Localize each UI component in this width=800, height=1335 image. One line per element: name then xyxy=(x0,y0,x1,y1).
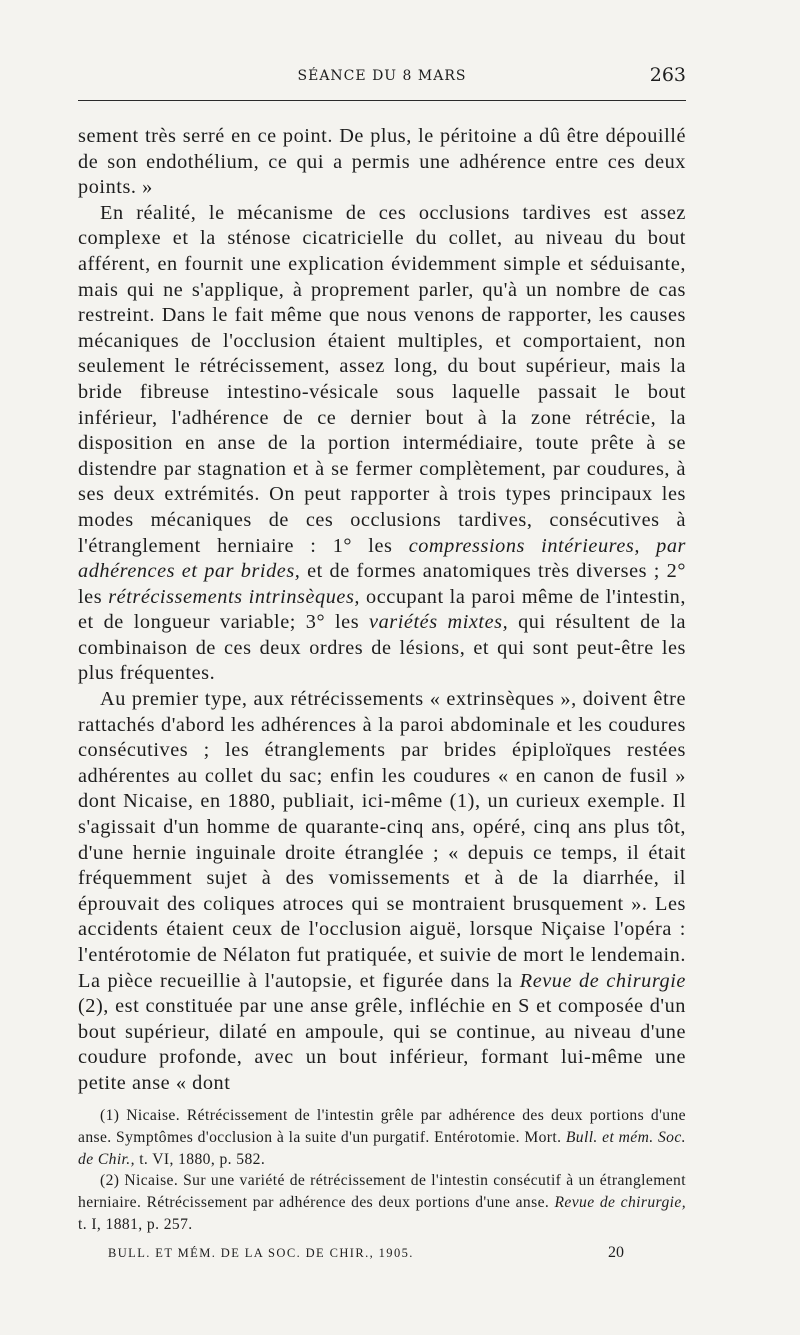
journal-reference: BULL. ET MÉM. DE LA SOC. DE CHIR., 1905. xyxy=(108,1246,414,1260)
running-title: SÉANCE DU 8 MARS xyxy=(297,68,467,84)
running-header xyxy=(78,64,686,90)
main-text xyxy=(78,124,686,1097)
paragraph: En réalité, le mécanisme de ces occlusions tardives est assez complexe et la sténose cicatricielle du collet, au niveau du bout afférent, en fournit une explication évidemment simple et séduisante, mais qui ne s'applique, à proprement parler, qu'à un nombre de cas restreint. Dans le fait même que nous venons de rapporter, les causes mécaniques de l'occlusion étaient multiples, et comportaient, non seulement le rétrécissement, assez long, du bout supérieur, mais la bride fibreuse intestino-vésicale sous laquelle passait le bout inférieur, l'adhérence de ce dernier bout à la zone rétrécie, la disposition en anse de la portion intermédiaire, toute prête à se distendre par stagnation et à se fermer complètement, par coudures, à ses deux extrémités. On peut rapporter à trois types principaux les modes mécaniques de ces occlusions tardives, consécutives à l'étranglement herniaire : 1° les compressions intérieures, par adhérences et par brides, et de formes anatomiques très diverses ; 2° les rétrécissements intrinsèques, occupant la paroi même de l'intestin, et de longueur variable; 3° les variétés mixtes, qui résultent de la combinaison de ces deux ordres de lésions, et qui sont peut-être les plus fréquentes. xyxy=(78,201,687,685)
paragraph: sement très serré en ce point. De plus, le péritoine a dû être dépouillé de son endothélium, ce qui a permis une adhérence entre ces deux points. » xyxy=(78,125,686,199)
signature-mark: 20 xyxy=(608,1244,624,1261)
page-footer xyxy=(78,1244,686,1266)
header-rule xyxy=(78,100,686,101)
italic-term: compressions intérieures, par adhérences et par brides, xyxy=(78,534,686,583)
paragraph: Au premier type, aux rétrécissements « extrinsèques », doivent être rattachés d'abord les adhérences à la paroi abdominale et les coudures consécutives ; les étranglements par brides épiploïques restées adhérentes au collet du sac; enfin les coudures « en canon de fusil » dont Nicaise, en 1880, publiait, ici-même (1), un curieux exemple. Il s'agissait d'un homme de quarante-cinq ans, opéré, cinq ans plus tôt, d'une hernie inguinale droite étranglée ; « depuis ce temps, il était fréquemment sujet à des vomissements et à de la diarrhée, il éprouvait des coliques atroces qui se montraient brusquement ». Les accidents étaient ceux de l'occlusion aiguë, lorsque Niçaise l'opéra : l'entérotomie de Nélaton fut pratiquée, et suivie de mort le lendemain. La pièce recueillie à l'autopsie, et figurée dans la Revue de chirurgie (2), est constituée par une anse grêle, infléchie en S et composée d'un bout supérieur, dilaté en ampoule, qui se continue, au niveau d'une coudure profonde, avec un bout inférieur, formant lui-même une petite anse « dont xyxy=(78,688,686,1094)
footnote-1: (1) Nicaise. Rétrécissement de l'intestin grêle par adhérence des deux portions d'une anse. Symptômes d'occlusion à la suite d'un purgatif. Entérotomie. Mort. Bull. et mém. Soc. de Chir., t. VI, 1880, p. 582. xyxy=(78,1107,686,1168)
italic-journal-title: Revue de chirurgie xyxy=(519,969,686,992)
italic-term: rétrécissements intrinsèques, xyxy=(108,585,361,608)
footnote-2: (2) Nicaise. Sur une variété de rétrécissement de l'intestin consécutif à un étranglement herniaire. Rétrécissement par adhérence des deux portions d'une anse. Revue de chirurgie, t. I, 1881, p. 257. xyxy=(78,1172,686,1233)
italic-term: variétés mixtes, xyxy=(369,611,509,634)
page-number: 263 xyxy=(649,64,686,86)
footnotes xyxy=(78,1105,686,1236)
